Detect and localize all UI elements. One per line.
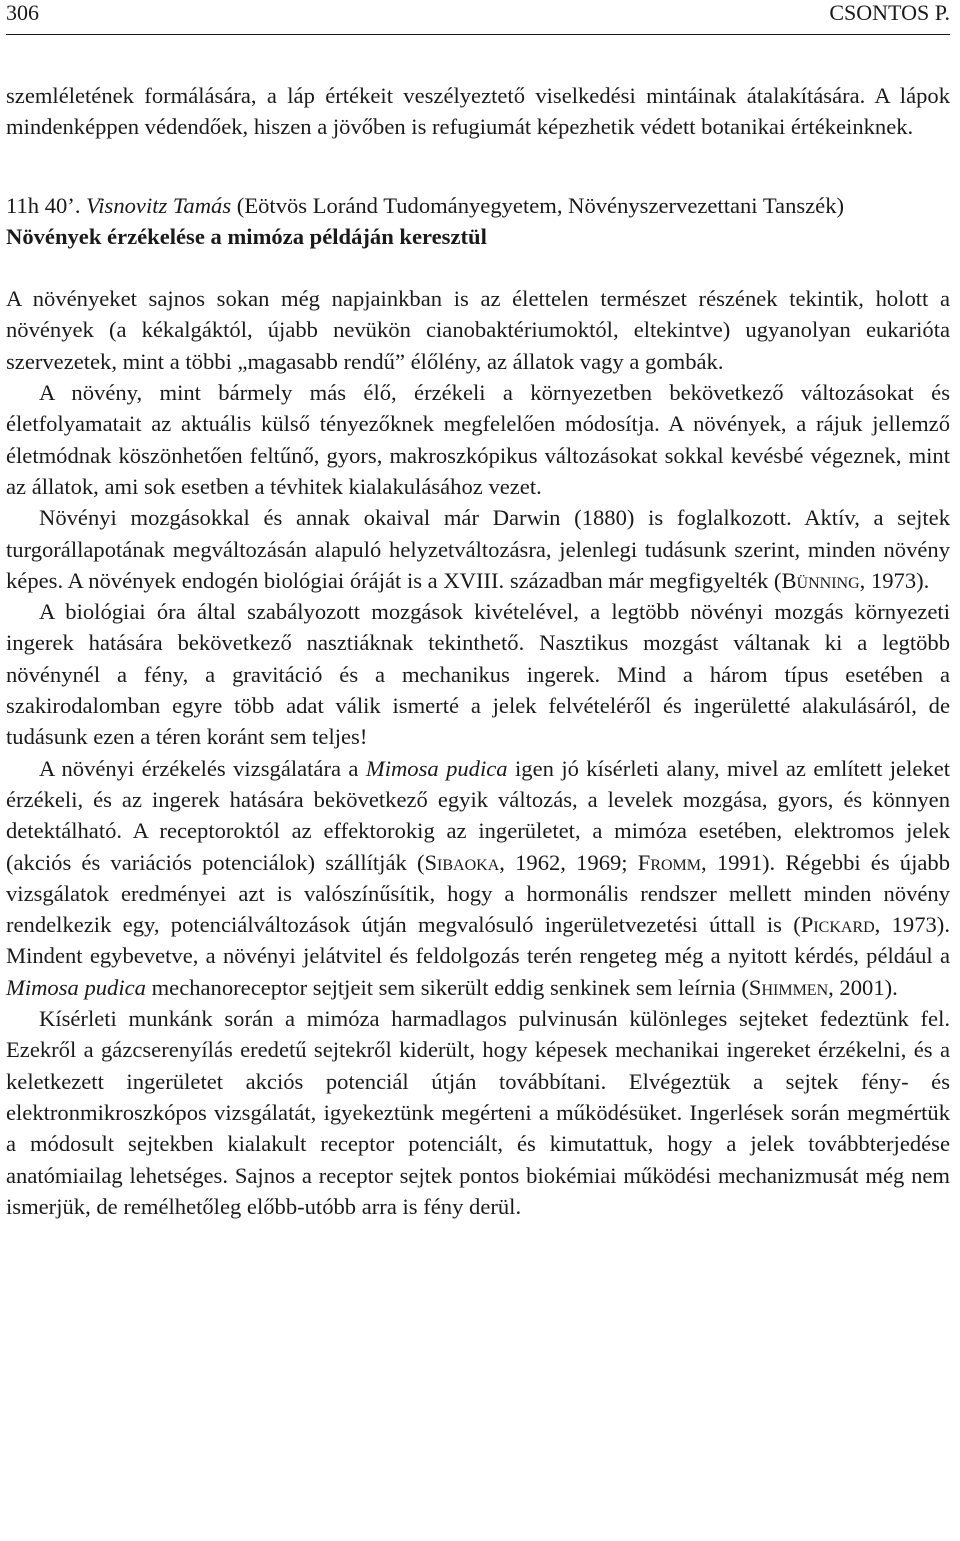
page-number: 306 (6, 0, 39, 25)
paragraph-5-text-b: igen jó kísérleti alany, mivel az említett jeleket érzékeli, és az ingerek hatására bekövetkező egyik változás, a levelek mozgása, gyors, és könnyen detektálható. A receptoroktól az effektorokig az ingerületet, a mimóza esetében, elektromos jelek (akciós és variációs potenciálok) szállítják ( (6, 755, 950, 875)
talk-title: Növények érzékelése a mimóza példáján keresztül (6, 223, 487, 249)
paragraph-5-text-a: A növényi érzékelés vizsgálatára a (39, 755, 366, 781)
talk-affiliation: (Eötvös Loránd Tudományegyetem, Növényszervezettani Tanszék) (236, 192, 845, 218)
paragraph-5-text-c: , 1962, 1969; (499, 849, 638, 875)
paragraph-1: A növényeket sajnos sokan még napjainkban is az élettelen természet részének tekintik, holott a növények (a kékalgáktól, újabb nevükön cianobaktériumoktól, eltekintve) ugyanolyan eukarióta szervezetek, mint a többi „magasabb rendű” élőlény, az állatok vagy a gombák. (6, 286, 950, 374)
citation-pickard: Pickard (800, 912, 875, 938)
talk-time: 11h 40’. (6, 192, 81, 218)
talk-speaker: Visnovitz Tamás (86, 192, 232, 218)
species-name: Mimosa pudica (6, 974, 146, 1000)
paragraph-3-text-a: Növényi mozgásokkal és annak okaival már Darwin (1880) is foglalkozott. Aktív, a sejtek turgorállapotának megváltozásán alapuló helyzetváltozásra, jelenlegi tudásunk szerint, minden növény képes. A növények endogén biológiai óráját is a XVIII. században már megfigyelték ( (6, 505, 950, 593)
section-gap (6, 143, 950, 190)
citation-fromm: Fromm (637, 849, 701, 875)
title-gap (6, 252, 950, 283)
talk-heading (6, 190, 950, 221)
paragraph-5-text-d: , 1991). Régebbi és újabb vizsgálatok eredményei azt is valószínűsítik, hogy a hormonális rendszer mellett minden növény rendelkezik egy, potenciálváltozások útján megvalósuló ingerületvezetési úttall is ( (6, 849, 950, 938)
citation-shimmen: Shimmen (748, 974, 829, 1000)
citation-bunning: Bünning (781, 567, 860, 593)
paragraph-5-text-f: mechanoreceptor sejtjeit sem sikerült eddig senkinek sem leírnia ( (145, 974, 749, 1000)
paragraph-3 (6, 502, 950, 596)
citation-sibaoka: Sibaoka (424, 849, 500, 875)
intro-paragraph: szemléletének formálására, a láp értékeit veszélyeztető viselkedési mintáinak átalakítására. A lápok mindenképpen védendőek, hiszen a jövőben is refugiumát képezhetik védett botanikai értékeinknek. (6, 83, 950, 140)
paragraph-2: A növény, mint bármely más élő, érzékeli a környezetben bekövetkező változásokat és életfolyamatait az aktuális külső tényezőknek megfelelően módosítja. A növények, a rájuk jellemző életmódnak köszönhetően feltűnő, gyors, makroszkópikus változásokat sokkal kevésbé végeznek, mint az állatok, ami sok esetben a tévhitek kialakulásához vezet. (6, 380, 950, 499)
paragraph-6: Kísérleti munkánk során a mimóza harmadlagos pulvinusán különleges sejteket fedeztünk fel. Ezekről a gázcserenyílás eredetű sejtekről kiderült, hogy képesek mechanikai ingereket érzékelni, és a keletkezett ingerületet akciós potenciál útján továbbítani. Elvégeztük a sejtek fény- és elektronmikroszkópos vizsgálatát, igyekeztünk megérteni a működésüket. Ingerlések során megmértük a módosult sejtekben kialakult receptor potenciált, és kimutattuk, hogy a jelek továbbterjedése anatómiailag lehetséges. Sajnos a receptor sejtek pontos biokémiai működési mechanizmusát még nem ismerjük, de remélhetőleg előbb-utóbb arra is fény derül. (6, 1006, 950, 1219)
running-head: CSONTOS P. (829, 0, 950, 25)
paragraph-5-text-g: , 2001). (828, 974, 898, 1000)
page-body (6, 80, 950, 1222)
paragraph-5 (6, 753, 950, 1003)
paragraph-3-text-b: , 1973). (859, 567, 930, 593)
paragraph-4: A biológiai óra által szabályozott mozgások kivételével, a legtöbb növényi mozgás környezeti ingerek hatására bekövetkező nasztiáknak tekinthető. Nasztikus mozgást váltanak ki a legtöbb növénynél a fény, a gravitáció és a mechanikus ingerek. Mind a három típus esetében a szakirodalomban egyre több adat válik ismerté a jelek felvételéről és ingerületté alakulásáról, de tudásunk ezen a téren koránt sem teljes! (6, 599, 950, 750)
paragraph-5-text-e: , 1973). Mindent egybevetve, a növényi jelátvitel és feldolgozás terén rengeteg még a nyitott kérdés, például a (6, 912, 950, 969)
species-name: Mimosa pudica (365, 755, 508, 781)
page-header (6, 0, 950, 35)
